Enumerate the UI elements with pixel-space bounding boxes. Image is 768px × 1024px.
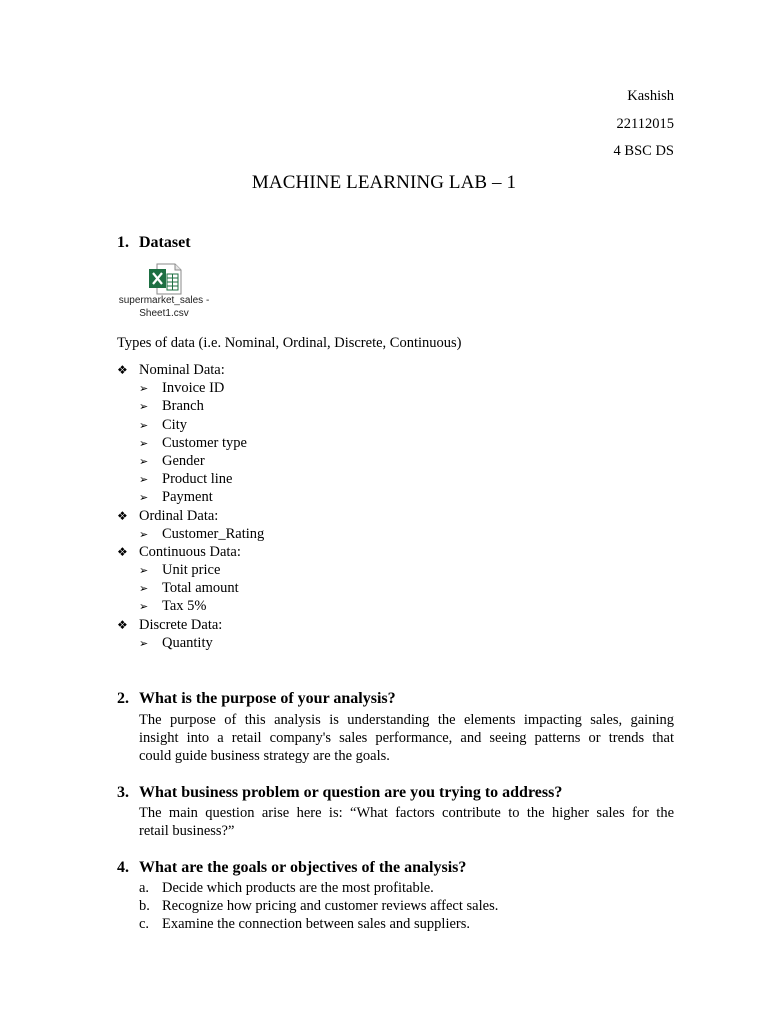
diamond-bullet-icon: ❖ [117,617,128,632]
group-label: Discrete Data: [139,616,223,633]
diamond-bullet-icon: ❖ [117,363,128,377]
file-label-line: supermarket_sales - [118,295,210,306]
list-item [139,897,679,915]
list-item [117,616,617,634]
list-item [117,361,617,379]
section-4-heading [117,859,466,877]
list-item [117,507,617,525]
section-number: 1. [117,234,129,251]
section-title: What is the purpose of your analysis? [139,690,396,707]
arrow-bullet-icon: ➢ [139,382,149,396]
author-name: Kashish [627,88,674,104]
arrow-bullet-icon: ➢ [139,527,149,541]
section-title: What are the goals or objectives of the analysis? [139,859,467,876]
section-1-heading [117,234,191,252]
section-number: 4. [117,859,129,876]
list-item [117,543,617,561]
arrow-bullet-icon: ➢ [139,564,149,578]
list-item [117,634,617,652]
item-label: Tax 5% [162,598,207,615]
data-types-intro: Types of data (i.e. Nominal, Ordinal, Discrete, Continuous) [117,335,462,351]
section-3-paragraph [139,804,674,840]
section-title: Dataset [139,234,191,251]
list-item [117,525,617,543]
arrow-bullet-icon: ➢ [139,636,149,650]
list-marker: b. [139,898,150,915]
arrow-bullet-icon: ➢ [139,436,149,450]
arrow-bullet-icon: ➢ [139,473,149,487]
list-item [117,379,617,397]
list-marker: a. [139,880,150,896]
arrow-bullet-icon: ➢ [139,600,149,614]
section-number: 3. [117,784,129,801]
excel-file-icon[interactable] [148,263,182,295]
section-3-heading [117,784,562,802]
item-label: Payment [162,489,213,506]
item-label: Total amount [162,580,239,597]
document-title: MACHINE LEARNING LAB – 1 [251,172,517,193]
paragraph-line: The main question arise here is: “What factors contribute to the higher sales for the [139,805,674,821]
group-label: Continuous Data: [139,543,241,560]
file-label-line: Sheet1.csv [139,308,189,319]
arrow-bullet-icon: ➢ [139,418,149,432]
list-marker: c. [139,916,150,933]
list-item [117,452,617,470]
item-label: Gender [162,452,205,469]
arrow-bullet-icon: ➢ [139,454,149,468]
list-item [139,915,679,933]
file-label[interactable] [112,294,216,320]
item-label: Branch [162,398,204,415]
diamond-bullet-icon: ❖ [117,544,128,559]
item-label: Examine the connection between sales and suppliers. [162,916,471,933]
student-id: 22112015 [616,116,674,132]
group-label: Nominal Data: [139,362,225,378]
paragraph-line: insight into a retail company's sales performance, and seeing patterns or trends that [139,730,674,747]
list-item [139,879,679,897]
item-label: Invoice ID [162,380,225,397]
data-types-list [117,361,617,652]
item-label: City [162,416,187,433]
list-item [117,597,617,615]
list-item [117,488,617,506]
section-2-paragraph [139,711,674,766]
section-number: 2. [117,690,129,707]
arrow-bullet-icon: ➢ [139,491,149,505]
arrow-bullet-icon: ➢ [139,400,149,414]
item-label: Customer_Rating [162,525,265,542]
list-item [117,470,617,488]
group-label: Ordinal Data: [139,507,219,524]
list-item [117,561,617,579]
paragraph-line: retail business?” [139,823,235,840]
item-label: Decide which products are the most profitable. [162,880,434,896]
section-2-heading [117,690,396,708]
paragraph-line: could guide business strategy are the goals. [139,748,390,765]
section-title: What business problem or question are you trying to address? [139,784,563,801]
class-name: 4 BSC DS [613,143,674,159]
item-label: Unit price [162,562,221,579]
item-label: Recognize how pricing and customer reviews affect sales. [162,898,499,915]
list-item [117,579,617,597]
goals-list [139,879,679,934]
paragraph-line: The purpose of this analysis is understanding the elements impacting sales, gaining [139,712,674,728]
list-item [117,397,617,415]
list-item [117,416,617,434]
diamond-bullet-icon: ❖ [117,508,128,523]
list-item [117,434,617,452]
item-label: Product line [162,471,233,488]
arrow-bullet-icon: ➢ [139,582,149,596]
item-label: Quantity [162,634,213,651]
item-label: Customer type [162,434,247,451]
